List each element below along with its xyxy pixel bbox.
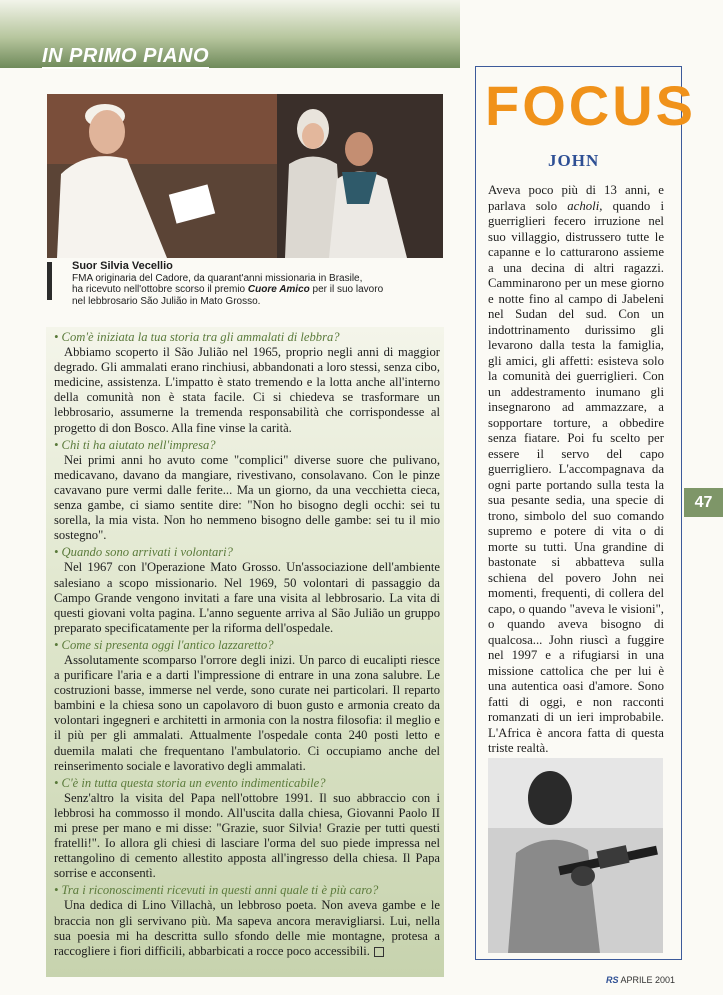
page-footer <box>606 975 675 985</box>
focus-title: FOCUS <box>485 74 696 137</box>
interview-answer: Abbiamo scoperto il São Julião nel 1965, proprio negli anni di maggior degrado. Gli ammalati erano rinchiusi, abbandonati a loro stessi, senza cibo, medicine, assistenza. L'impatto è stato tremendo e la lotta anche all'interno della comunità non è stata facile. Ci si chiedeva se trasformare un lebbrosario, assumerne la tremenda responsabilità che corrispondesse al progetto di don Bosco. Alla fine vinse la carità. <box>54 345 440 435</box>
interview-question: • Quando sono arrivati i volontari? <box>54 545 233 560</box>
interview-question: • Tra i riconoscimenti ricevuti in questi anni quale ti è più caro? <box>54 883 379 898</box>
child-soldier-photo <box>488 758 663 953</box>
focus-text: Aveva poco più di 13 anni, e parlava solo <box>488 183 664 213</box>
interview-question: • Come si presenta oggi l'antico lazzaretto? <box>54 637 274 652</box>
issue-date: APRILE 2001 <box>620 975 676 985</box>
interview-answer-text: Una dedica di Lino Villachà, un lebbroso poeta. Non aveva gambe e le braccia non gli servivano più. Ma sapeva ancora meravigliarsi. Lui, nella sua poesia mi ha descritta sullo sfondo delle mie montagne, protesa a raccogliere i fiori difficili, abbarbicati a rocce poco accessibili. <box>54 898 440 958</box>
caption-line <box>72 284 442 296</box>
photo-caption <box>72 261 442 307</box>
focus-text: , quando i guerriglieri fecero irruzione nel suo villaggio, distrussero tutte le capanne e lo catturarono assieme a una decina di altri ragazzi. Camminarono per un mese giorno e notte fino al campo di Jabeleni nel Sudan del sud. Con un indottrinamento durissimo gli levarono dalla testa la famiglia, gli amici, gli affetti: esisteva solo la comunità dei guerriglieri. Con un addestramento inumano gli insegnarono ad ammazzare, a sopportare torture, a obbedire senza fiatare. Poi fu scelto per essere il servo del capo guerrigliero. L'accompagnava da ogni parte portando sulla testa la sua pesante sedia, una specie di trono, simbolo del suo comando supremo e potere di vita o di morte su tutti. Una grandine di bastonate si abbatteva sulla schiena del povero John nei momenti, frequenti, di collera del capo, o quando "aveva le visioni", o quando aveva bisogno di qualcosa... John riuscì a fuggire nel 1997 e a rifugiarsi in una missione cattolica che per lui è una autentica oasi d'amore. Sono fatti di oggi, e non racconti romanzati di un ieri improbabile. L'Africa è ancora fatta di questa triste realtà. <box>488 198 664 755</box>
interview-answer: Nei primi anni ho avuto come "complici" diverse suore che pulivano, medicavano, davano da mangiare, rivestivano, consolavano. Con le pinze cavavano pure vermi dalle ferite... Ma un giorno, da una vecchietta cieca, senza gambe, ci siamo sentite dire: "Non ho bisogno degli occhi: sei tu sorella, la mia vista. Non ho nemmeno bisogno delle gambe: sei tu il mio sostegno". <box>54 452 440 543</box>
focus-body <box>488 183 664 757</box>
interview-text <box>54 330 440 959</box>
interview-answer: Assolutamente scomparso l'orrore degli inizi. Un parco di eucalipti riesce a purificare l'aria e a darti l'impressione di entrare in una zona salubre. Le costruzioni basse, immerse nel verde, sono curate nei particolari. Il reparto bambini e la chiesa sono un capolavoro di buon gusto e armonia creato da volontari ingegneri e architetti in armonia con la nostra filosofia: il meglio e il più per gli ammalati. Attualmente l'ospedale conta 240 posti letto e duemila malati che frequentano l'ambulatorio. Ci occupiamo anche del reinserimento sociale e lavorativo degli ammalati. <box>54 652 440 773</box>
caption-award: Cuore Amico <box>247 284 310 295</box>
interview-question: • Chi ti ha aiutato nell'impresa? <box>54 437 216 452</box>
end-mark-icon <box>374 947 384 957</box>
caption-line: nel lebbrosario São Julião in Mato Grosso. <box>72 295 261 307</box>
caption-text: per il suo lavoro <box>309 284 384 295</box>
interview-answer: Senz'altro la visita del Papa nell'ottobre 1991. Il suo abbraccio con i lebbrosi ha commosso il mondo. All'uscita dalla chiesa, Giovanni Paolo II mi prese per mano e mi disse: "Grazie, suor Silvia! Grazie per tutti questi fratelli!". Io allora gli chiesi di lasciare l'orma del suo piede impressa nel rettangolino di cemento allestito apposta all'ingresso della chiesa. Il Papa sorrise e acconsentì. <box>54 790 440 881</box>
photo-illustration <box>488 758 663 953</box>
page-number: 47 <box>684 488 723 517</box>
caption-text: ha ricevuto nell'ottobre scorso il premio <box>72 284 248 295</box>
papal-meeting-photo <box>47 94 443 258</box>
caption-line: FMA originaria del Cadore, da quarant'anni missionaria in Brasile, <box>72 272 363 284</box>
photo-illustration <box>47 94 443 258</box>
section-title: IN PRIMO PIANO <box>42 45 210 67</box>
focus-text-italic: acholi <box>567 198 600 213</box>
caption-name: Suor Silvia Vecellio <box>72 260 173 272</box>
interview-answer <box>54 898 440 958</box>
magazine-logo: RS <box>606 975 619 985</box>
interview-answer: Nel 1967 con l'Operazione Mato Grosso. Un'associazione dell'ambiente salesiano a scopo missionario. Nel 1969, 50 volontari di passaggio da Campo Grande vengono invitati a fare una visita al lebbrosario. La vita di questi giovani volta pagina. L'anno seguente arriva al São Julião un gruppo preparato specificatamente per la riforma dell'ospedale. <box>54 560 440 635</box>
caption-bar <box>47 262 52 300</box>
interview-question: • C'è in tutta questa storia un evento indimenticabile? <box>54 775 326 790</box>
focus-subtitle: JOHN <box>548 151 600 170</box>
interview-question: • Com'è iniziata la tua storia tra gli ammalati di lebbra? <box>54 330 340 344</box>
